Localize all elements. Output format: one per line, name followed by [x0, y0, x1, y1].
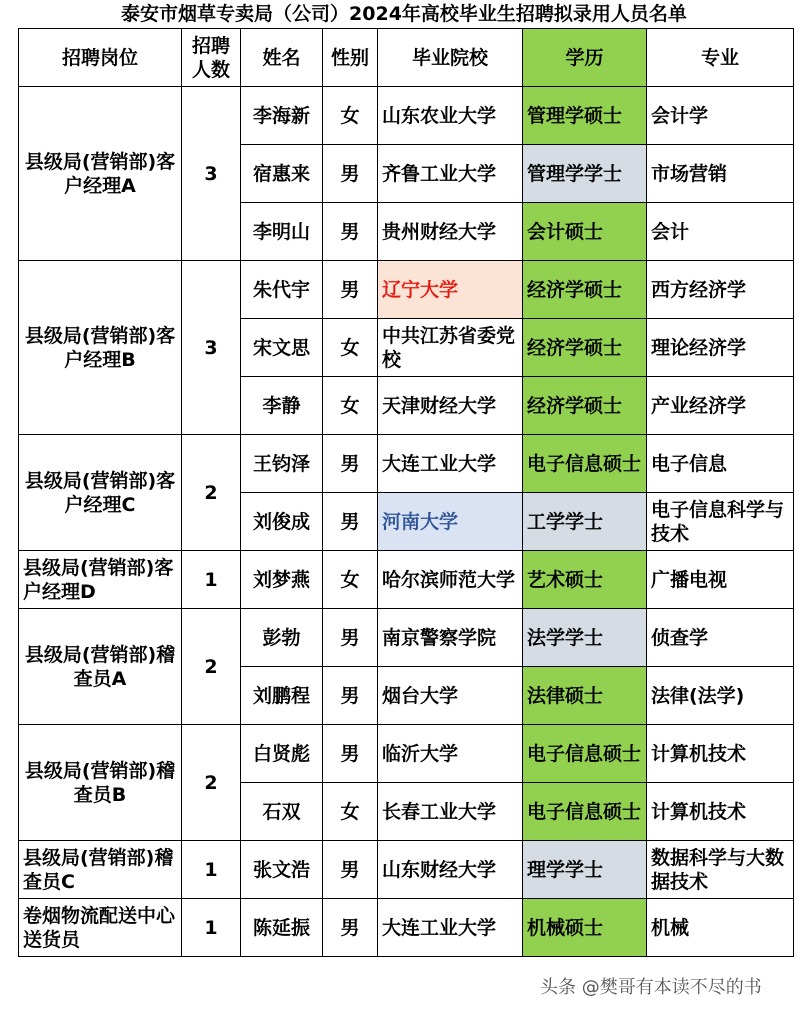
school-cell: 大连工业大学: [378, 435, 523, 493]
name-cell: 宿惠来: [241, 145, 323, 203]
table-row: [19, 551, 794, 609]
position-cell: 县级局(营销部)稽查员B: [19, 725, 182, 841]
header-position: 招聘岗位: [19, 29, 182, 87]
name-cell: 刘俊成: [241, 493, 323, 551]
watermark: 头条 @樊哥有本读不尽的书: [540, 977, 762, 998]
gender-cell: 女: [323, 87, 378, 145]
school-cell: 临沂大学: [378, 725, 523, 783]
position-cell: 县级局(营销部)客户经理C: [19, 435, 182, 551]
position-cell: 县级局(营销部)稽查员A: [19, 609, 182, 725]
position-cell: 县级局(营销部)稽查员C: [19, 841, 182, 899]
degree-cell: 经济学硕士: [523, 319, 647, 377]
header-major: 专业: [647, 29, 794, 87]
gender-cell: 男: [323, 667, 378, 725]
major-cell: 机械: [647, 899, 794, 957]
major-cell: 广播电视: [647, 551, 794, 609]
major-cell: 西方经济学: [647, 261, 794, 319]
degree-cell: 电子信息硕士: [523, 783, 647, 841]
major-cell: 电子信息: [647, 435, 794, 493]
school-cell: 辽宁大学: [378, 261, 523, 319]
page-title: 泰安市烟草专卖局（公司）2024年高校毕业生招聘拟录用人员名单: [121, 3, 687, 25]
major-cell: 市场营销: [647, 145, 794, 203]
major-cell: 计算机技术: [647, 783, 794, 841]
count-cell: 3: [182, 261, 241, 435]
degree-cell: 机械硕士: [523, 899, 647, 957]
major-cell: 计算机技术: [647, 725, 794, 783]
gender-cell: 男: [323, 725, 378, 783]
name-cell: 宋文思: [241, 319, 323, 377]
gender-cell: 男: [323, 261, 378, 319]
position-cell: 县级局(营销部)客户经理B: [19, 261, 182, 435]
position-cell: 县级局(营销部)客户经理A: [19, 87, 182, 261]
major-cell: 产业经济学: [647, 377, 794, 435]
table-row: [19, 87, 794, 145]
header-count: 招聘人数: [182, 29, 241, 87]
gender-cell: 男: [323, 435, 378, 493]
count-cell: 1: [182, 551, 241, 609]
degree-cell: 工学学士: [523, 493, 647, 551]
header-school: 毕业院校: [378, 29, 523, 87]
header-degree: 学历: [523, 29, 647, 87]
table-row: [19, 899, 794, 957]
name-cell: 刘鹏程: [241, 667, 323, 725]
table-row: [19, 261, 794, 319]
gender-cell: 女: [323, 377, 378, 435]
table-row: [19, 609, 794, 667]
name-cell: 石双: [241, 783, 323, 841]
school-cell: 贵州财经大学: [378, 203, 523, 261]
degree-cell: 艺术硕士: [523, 551, 647, 609]
school-cell: 大连工业大学: [378, 899, 523, 957]
table-row: [19, 725, 794, 783]
gender-cell: 男: [323, 493, 378, 551]
count-cell: 1: [182, 899, 241, 957]
gender-cell: 男: [323, 203, 378, 261]
degree-cell: 管理学硕士: [523, 87, 647, 145]
school-cell: 中共江苏省委党校: [378, 319, 523, 377]
name-cell: 李明山: [241, 203, 323, 261]
degree-cell: 管理学学士: [523, 145, 647, 203]
school-cell: 山东农业大学: [378, 87, 523, 145]
count-cell: 2: [182, 435, 241, 551]
count-cell: 1: [182, 841, 241, 899]
gender-cell: 女: [323, 551, 378, 609]
table-row: [19, 435, 794, 493]
hiring-table: [18, 28, 794, 957]
gender-cell: 女: [323, 783, 378, 841]
gender-cell: 女: [323, 319, 378, 377]
major-cell: 理论经济学: [647, 319, 794, 377]
major-cell: 法律(法学): [647, 667, 794, 725]
degree-cell: 电子信息硕士: [523, 435, 647, 493]
school-cell: 南京警察学院: [378, 609, 523, 667]
major-cell: 电子信息科学与技术: [647, 493, 794, 551]
school-cell: 长春工业大学: [378, 783, 523, 841]
name-cell: 李海新: [241, 87, 323, 145]
major-cell: 会计学: [647, 87, 794, 145]
major-cell: 数据科学与大数据技术: [647, 841, 794, 899]
degree-cell: 理学学士: [523, 841, 647, 899]
gender-cell: 男: [323, 841, 378, 899]
school-cell: 河南大学: [378, 493, 523, 551]
header-row: [19, 29, 794, 87]
count-cell: 2: [182, 725, 241, 841]
name-cell: 王钧泽: [241, 435, 323, 493]
name-cell: 张文浩: [241, 841, 323, 899]
position-cell: 县级局(营销部)客户经理D: [19, 551, 182, 609]
school-cell: 山东财经大学: [378, 841, 523, 899]
count-cell: 2: [182, 609, 241, 725]
school-cell: 齐鲁工业大学: [378, 145, 523, 203]
header-gender: 性别: [323, 29, 378, 87]
name-cell: 彭勃: [241, 609, 323, 667]
gender-cell: 男: [323, 609, 378, 667]
degree-cell: 法律硕士: [523, 667, 647, 725]
degree-cell: 电子信息硕士: [523, 725, 647, 783]
count-cell: 3: [182, 87, 241, 261]
position-cell: 卷烟物流配送中心送货员: [19, 899, 182, 957]
major-cell: 会计: [647, 203, 794, 261]
header-name: 姓名: [241, 29, 323, 87]
degree-cell: 经济学硕士: [523, 261, 647, 319]
school-cell: 天津财经大学: [378, 377, 523, 435]
degree-cell: 会计硕士: [523, 203, 647, 261]
degree-cell: 经济学硕士: [523, 377, 647, 435]
major-cell: 侦查学: [647, 609, 794, 667]
gender-cell: 男: [323, 899, 378, 957]
table-row: [19, 841, 794, 899]
name-cell: 陈延振: [241, 899, 323, 957]
name-cell: 刘梦燕: [241, 551, 323, 609]
degree-cell: 法学学士: [523, 609, 647, 667]
gender-cell: 男: [323, 145, 378, 203]
school-cell: 烟台大学: [378, 667, 523, 725]
school-cell: 哈尔滨师范大学: [378, 551, 523, 609]
name-cell: 李静: [241, 377, 323, 435]
name-cell: 朱代宇: [241, 261, 323, 319]
name-cell: 白贤彪: [241, 725, 323, 783]
